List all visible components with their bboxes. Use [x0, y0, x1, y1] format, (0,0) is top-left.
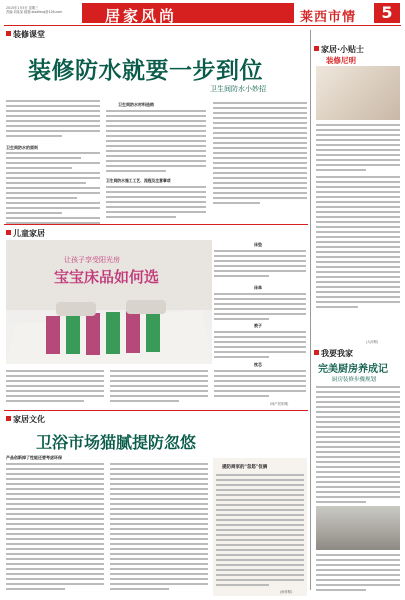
sidebar-title-tricks: 提防商家的"忽悠"伎俩: [222, 465, 268, 470]
article-title-waterproof: 装修防水就要一步到位: [28, 58, 263, 84]
article-kicker-kids: 让孩子享受阳光房: [64, 256, 120, 264]
living-room-photo: [316, 66, 400, 120]
sidebar-body-a: [316, 124, 400, 174]
kids-source: (杨产居家网): [270, 402, 289, 406]
subheading-mattress: 床垫: [254, 242, 262, 247]
quilt-body: [214, 331, 306, 361]
sidebar1-source: (大河网): [366, 340, 379, 344]
section-title: 居家风尚: [105, 7, 178, 25]
article-subtitle-kitchen: 厨房装修步骤规划: [332, 377, 377, 383]
kitchen-photo: [316, 506, 400, 550]
bath-body-col1: [6, 463, 104, 593]
dateline: [6, 6, 86, 15]
page-number: 5: [374, 3, 400, 23]
pillow-body: [214, 370, 306, 400]
header-rule: [4, 25, 401, 26]
subheading-process: 卫生间防水施工工艺、流程及注意事项: [106, 178, 171, 183]
article-title-kitchen: 完美厨房养成记: [318, 364, 388, 375]
subheading-sheet: 床单: [254, 285, 262, 290]
column-label-culture: 家居文化: [6, 414, 45, 425]
mattress-body: [214, 250, 306, 280]
article-subtitle-waterproof: 卫生间防水小妙招: [210, 85, 266, 93]
column-label-kids: 儿童家居: [6, 228, 45, 239]
sheet-body: [214, 293, 306, 323]
column-label-tips: 家居·小贴士: [314, 44, 364, 55]
subheading-materials: 卫生间防水材料选购: [118, 102, 154, 107]
principles-list: [6, 152, 100, 227]
process-body: [106, 186, 206, 221]
kids-body-col1: [6, 370, 104, 405]
tricks-body: [216, 474, 304, 589]
section-rule-2: [4, 410, 308, 411]
editor-line: 责编:刘某某 邮箱:xiaofeng@126.com: [6, 10, 63, 15]
article-title-bath: 卫浴市场猫腻提防忽悠: [36, 433, 197, 452]
article-body-col2: [106, 110, 206, 175]
article-body-col3: [213, 102, 307, 207]
column-label-decoration-class: 装修课堂: [6, 29, 45, 40]
bath-lead: 产品创新掉了性能还要考虑环保: [6, 455, 62, 460]
subheading-quilt: 被子: [254, 323, 262, 328]
section-rule: [4, 224, 308, 225]
kitchen-body-b: [316, 554, 400, 594]
tricks-source: (雨菲网): [280, 590, 293, 594]
article-body-col1: [6, 100, 100, 140]
sidebar-title-tips: 装修尼明: [326, 56, 356, 65]
subheading-principles: 卫生间防水的原则: [6, 145, 38, 150]
column-label-home: 我要我家: [314, 348, 353, 359]
kitchen-body-a: [316, 386, 400, 506]
sidebar-body-b: [316, 176, 400, 311]
issue-date: 2015年1月5日 星期三: [6, 6, 39, 10]
subheading-pillow: 枕芯: [254, 362, 262, 367]
kids-body-col2: [110, 370, 208, 405]
column-divider: [310, 30, 311, 590]
bath-body-col2: [110, 463, 208, 593]
newspaper-brand: 莱西市情: [300, 10, 357, 25]
article-title-kids: 宝宝床品如何选: [54, 268, 160, 286]
